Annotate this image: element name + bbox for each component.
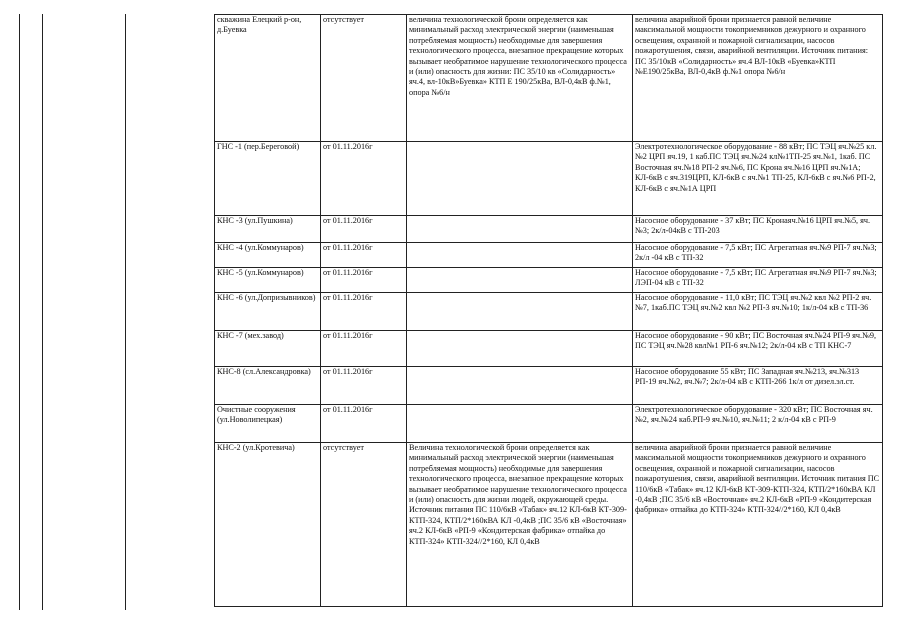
cell-emergency-reserve: Электротехнологическое оборудование - 320 кВт; ПС Восточная яч.№2, яч.№24 каб.РП-9 яч.№10, яч.№11; 2 к/л-04 кВ с РП-9 bbox=[633, 405, 883, 443]
cell-tech-reserve: величина технологической брони определяется как минимальный расход электрической энергии (наименьшая потребляемая мощность) необходимые для завершения технологического процесса, внезапное прекращение которых вызывает необратимое нарушение технологического процесса и (или) опасность для жизни: ПС 35/10 кв «Солидарность» яч.4, вл-10кВ»Буевка» КТП Е 190/25кВа, ВЛ-0,4кВ ф.№1, опора №6/н bbox=[407, 15, 633, 142]
cell-tech-reserve bbox=[407, 243, 633, 268]
table-row bbox=[215, 405, 883, 443]
cell-emergency-reserve: Электротехнологическое оборудование - 88 кВт; ПС ТЭЦ яч.№25 кл.№2 ЦРП яч.19, 1 каб.ПС ТЭЦ яч.№24 кл№1ТП-25 яч.№1, 1каб. ПС Восточная яч.№18 РП-2 яч.№6, ПС Крона яч.№16 ЦРП яч.№1А; КЛ-6кВ с яч.319ЦРП, КЛ-6кВ с яч.№1 ТП-25, КЛ-6кВ с яч.№6 РП-2, КЛ-6кВ с яч.№1А ЦРП bbox=[633, 142, 883, 216]
cell-object-name: КНС-8 (сл.Александровка) bbox=[215, 367, 321, 405]
table-row bbox=[215, 216, 883, 243]
cell-object-name: ГНС -1 (пер.Береговой) bbox=[215, 142, 321, 216]
cell-object-name: Очистные сооружения (ул.Новолипецкая) bbox=[215, 405, 321, 443]
cell-tech-reserve bbox=[407, 293, 633, 331]
left-margin-line-1 bbox=[19, 14, 20, 610]
cell-emergency-reserve: Насосное оборудование - 90 кВт; ПС Восточная яч.№24 РП-9 яч.№9, ПС ТЭЦ яч.№28 квл№1 РП-6 яч.№12; 2к/л-04 кВ с ТП КНС-7 bbox=[633, 331, 883, 367]
power-reserve-table bbox=[214, 14, 883, 607]
table-row bbox=[215, 268, 883, 293]
cell-tech-reserve: Величина технологической брони определяется как минимальный расход электрической энергии (наименьшая потребляемая мощность) необходимые для завершения технологического процесса, внезапное прекращение которых вызывает необратимое нарушение технологического процесса и (или) опасность для жизни людей, окружающей среды. Источник питания ПС 110/6кВ «Табак» яч.12 КЛ-6кВ КТ-309-КТП-324, КТП/2*160кВА КЛ -0,4кВ ;ПС 35/6 кВ «Восточная» яч.2 КЛ-6кВ «РП-9 «Кондитерская фабрика» отпайка до КТП-324» КТП-324//2*160, КЛ 0,4кВ bbox=[407, 443, 633, 607]
table-row bbox=[215, 443, 883, 607]
cell-object-name: КНС -4 (ул.Коммунаров) bbox=[215, 243, 321, 268]
table-row bbox=[215, 331, 883, 367]
table-row bbox=[215, 15, 883, 142]
cell-status: от 01.11.2016г bbox=[321, 268, 407, 293]
cell-status: от 01.11.2016г bbox=[321, 293, 407, 331]
table-row bbox=[215, 243, 883, 268]
cell-tech-reserve bbox=[407, 142, 633, 216]
cell-object-name: КНС -6 (ул.Допризывников) bbox=[215, 293, 321, 331]
table-row bbox=[215, 142, 883, 216]
cell-tech-reserve bbox=[407, 367, 633, 405]
cell-object-name: КНС -3 (ул.Пушкина) bbox=[215, 216, 321, 243]
cell-object-name: скважина Елецкий р-он, д.Буевка bbox=[215, 15, 321, 142]
cell-tech-reserve bbox=[407, 405, 633, 443]
table-row bbox=[215, 293, 883, 331]
cell-emergency-reserve: Насосное оборудование - 37 кВт; ПС Кронаяч.№16 ЦРП яч.№5, яч.№3; 2к/л-04кВ с ТП-203 bbox=[633, 216, 883, 243]
cell-status: от 01.11.2016г bbox=[321, 142, 407, 216]
cell-status: от 01.11.2016г bbox=[321, 331, 407, 367]
cell-emergency-reserve: величина аварийной брони признается равной величине максимальной мощности токоприемников дежурного и охранного освещения, охранной и пожарной сигнализации, насосов пожаротушения, связи, аварийной вентиляции. Источник питания: ПС 35/10кВ «Солидарность» яч.4 ВЛ-10кВ «Буевка»КТП №Е190/25кВа, ВЛ-0,4кВ ф.№1 опора №6/н bbox=[633, 15, 883, 142]
cell-tech-reserve bbox=[407, 216, 633, 243]
table-row bbox=[215, 367, 883, 405]
left-margin-line-3 bbox=[125, 14, 126, 610]
cell-emergency-reserve: Насосное оборудование - 7,5 кВт; ПС Агрегатная яч.№9 РП-7 яч.№3; 2к/л -04 кВ с ТП-32 bbox=[633, 243, 883, 268]
cell-object-name: КНС-2 (ул.Кротевича) bbox=[215, 443, 321, 607]
cell-status: от 01.11.2016г bbox=[321, 216, 407, 243]
cell-status: от 01.11.2016г bbox=[321, 405, 407, 443]
cell-object-name: КНС -7 (мех.завод) bbox=[215, 331, 321, 367]
cell-tech-reserve bbox=[407, 268, 633, 293]
cell-status: отсутствует bbox=[321, 443, 407, 607]
cell-object-name: КНС -5 (ул.Коммунаров) bbox=[215, 268, 321, 293]
cell-emergency-reserve: Насосное оборудование 55 кВт; ПС Западная яч.№213, яч.№313 РП-19 яч.№2, яч.№7; 2к/л-04 кВ с КТП-266 1к/л от дизел.эл.ст. bbox=[633, 367, 883, 405]
cell-emergency-reserve: величина аварийной брони признается равной величине максимальной мощности токоприемников дежурного и охранного освещения, охранной и пожарной сигнализации, насосов пожаротушения, связи, аварийной вентиляции. Источник питания ПС 110/6кВ «Табак» яч.12 КЛ-6кВ КТ-309-КТП-324, КТП/2*160кВА КЛ -0,4кВ ;ПС 35/6 кВ «Восточная» яч.2 КЛ-6кВ «РП-9 «Кондитерская фабрика» отпайка до КТП-324» КТП-324//2*160, КЛ 0,4кВ bbox=[633, 443, 883, 607]
cell-status: отсутствует bbox=[321, 15, 407, 142]
cell-status: от 01.11.2016г bbox=[321, 243, 407, 268]
cell-emergency-reserve: Насосное оборудование - 7,5 кВт; ПС Агрегатная яч.№9 РП-7 яч.№3; ЛЭП-04 кВ с ТП-32 bbox=[633, 268, 883, 293]
left-margin-line-2 bbox=[42, 14, 43, 610]
cell-emergency-reserve: Насосное оборудование - 11,0 кВт; ПС ТЭЦ яч.№2 квл №2 РП-2 яч.№7, 1каб.ПС ТЭЦ яч.№2 квл №2 РП-3 яч.№10; 1к/л-04 кВ с ТП-36 bbox=[633, 293, 883, 331]
cell-tech-reserve bbox=[407, 331, 633, 367]
cell-status: от 01.11.2016г bbox=[321, 367, 407, 405]
